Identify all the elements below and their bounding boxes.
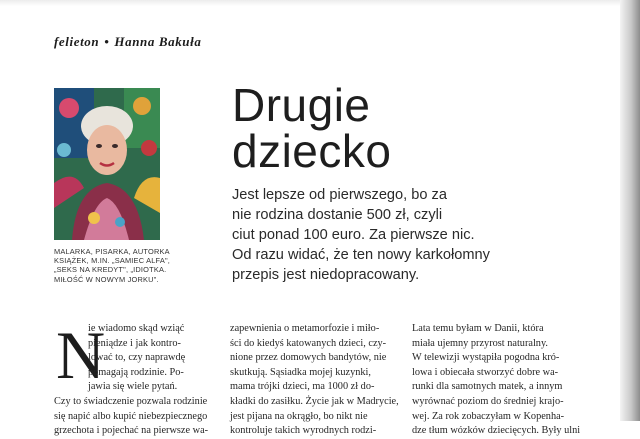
section-header	[54, 34, 201, 50]
photo-caption	[54, 247, 174, 284]
body-line: kładki do zasiłku. Życie jak w Madrycie,	[230, 395, 399, 407]
body-column-2	[230, 322, 402, 439]
body-line: runki dla samotnych matek, a innym	[412, 381, 563, 393]
author-photo	[54, 88, 160, 240]
drop-cap: N	[56, 317, 106, 393]
page-edge-shadow	[620, 0, 640, 421]
lead-line: nie rodzina dostanie 500 zł, czyli	[232, 207, 443, 223]
page-top-shadow	[0, 0, 620, 6]
article-lead	[232, 185, 490, 285]
title-line: Drugie	[232, 79, 371, 131]
body-line: się napić albo kupić niebezpiecznego	[54, 410, 208, 422]
body-line: lowa i obiecała stworzyć dobre wa-	[412, 366, 559, 378]
body-line: W telewizji wystąpiła pogodna kró-	[412, 352, 560, 364]
body-line: nione przez domowych bandytów, nie	[230, 352, 387, 364]
body-line: wyrównać poziom do średniej krajo-	[412, 395, 564, 407]
body-line: dze tłum wózków dziecięcych. Były ulni	[412, 425, 581, 437]
body-line: miała ujemny przyrost naturalny.	[412, 337, 549, 349]
article-title	[232, 79, 392, 177]
title-line: dziecko	[232, 125, 392, 177]
body-line: zapewnienia o metamorfozie i miło-	[230, 323, 380, 334]
body-line: ie wiadomo skąd wziąć	[88, 323, 185, 334]
body-line: jawia się wiele pytań.	[88, 381, 178, 393]
lead-line: ciut ponad 100 euro. Za pierwsze nic.	[232, 227, 475, 243]
caption-line: MALARKA, PISARKA, AUTORKA	[54, 247, 170, 256]
body-line: jest pijana na okrągło, bo nikt nie	[230, 410, 368, 422]
author-portrait-image	[54, 88, 160, 240]
lead-line: Jest lepsze od pierwszego, bo za	[232, 187, 447, 203]
body-line: pieniądze i jak kontro-	[88, 337, 181, 349]
body-column-3	[412, 322, 582, 439]
body-line: lować to, czy naprawdę	[88, 352, 186, 364]
lead-line: przepis jest niedopracowany.	[232, 267, 420, 283]
body-line: kontroluje takich wyrodnych rodzi-	[230, 425, 377, 437]
caption-line: „SEKS NA KREDYT", „IDIOTKA.	[54, 265, 167, 275]
body-line: Lata temu byłam w Danii, która	[412, 323, 544, 334]
section-name: felieton	[54, 34, 100, 49]
body-line: mama trójki dzieci, ma 1000 zł do-	[230, 381, 375, 393]
caption-line: MIŁOŚĆ W NOWYM JORKU".	[54, 274, 159, 284]
body-line: grzechota i pojechać na pierwsze wa-	[54, 425, 209, 437]
header-separator: •	[104, 34, 110, 49]
caption-line: KSIĄŻEK, M.IN. „SAMIEC ALFA",	[54, 256, 171, 266]
author-name: Hanna Bakuła	[114, 34, 202, 49]
body-line: Czy to świadczenie pozwala rodzinie	[54, 395, 208, 407]
body-line: ści do kiedyś katowanych dzieci, czy-	[230, 337, 387, 349]
body-line: pomagają rodzinie. Po-	[88, 366, 184, 378]
lead-line: Od razu widać, że ten nowy karkołomny	[232, 247, 490, 263]
body-line: wej. Za rok zobaczyłam w Kopenha-	[412, 410, 565, 422]
body-line: skutkują. Sąsiadka mojej kuzynki,	[230, 366, 371, 378]
body-column-1	[54, 317, 216, 439]
